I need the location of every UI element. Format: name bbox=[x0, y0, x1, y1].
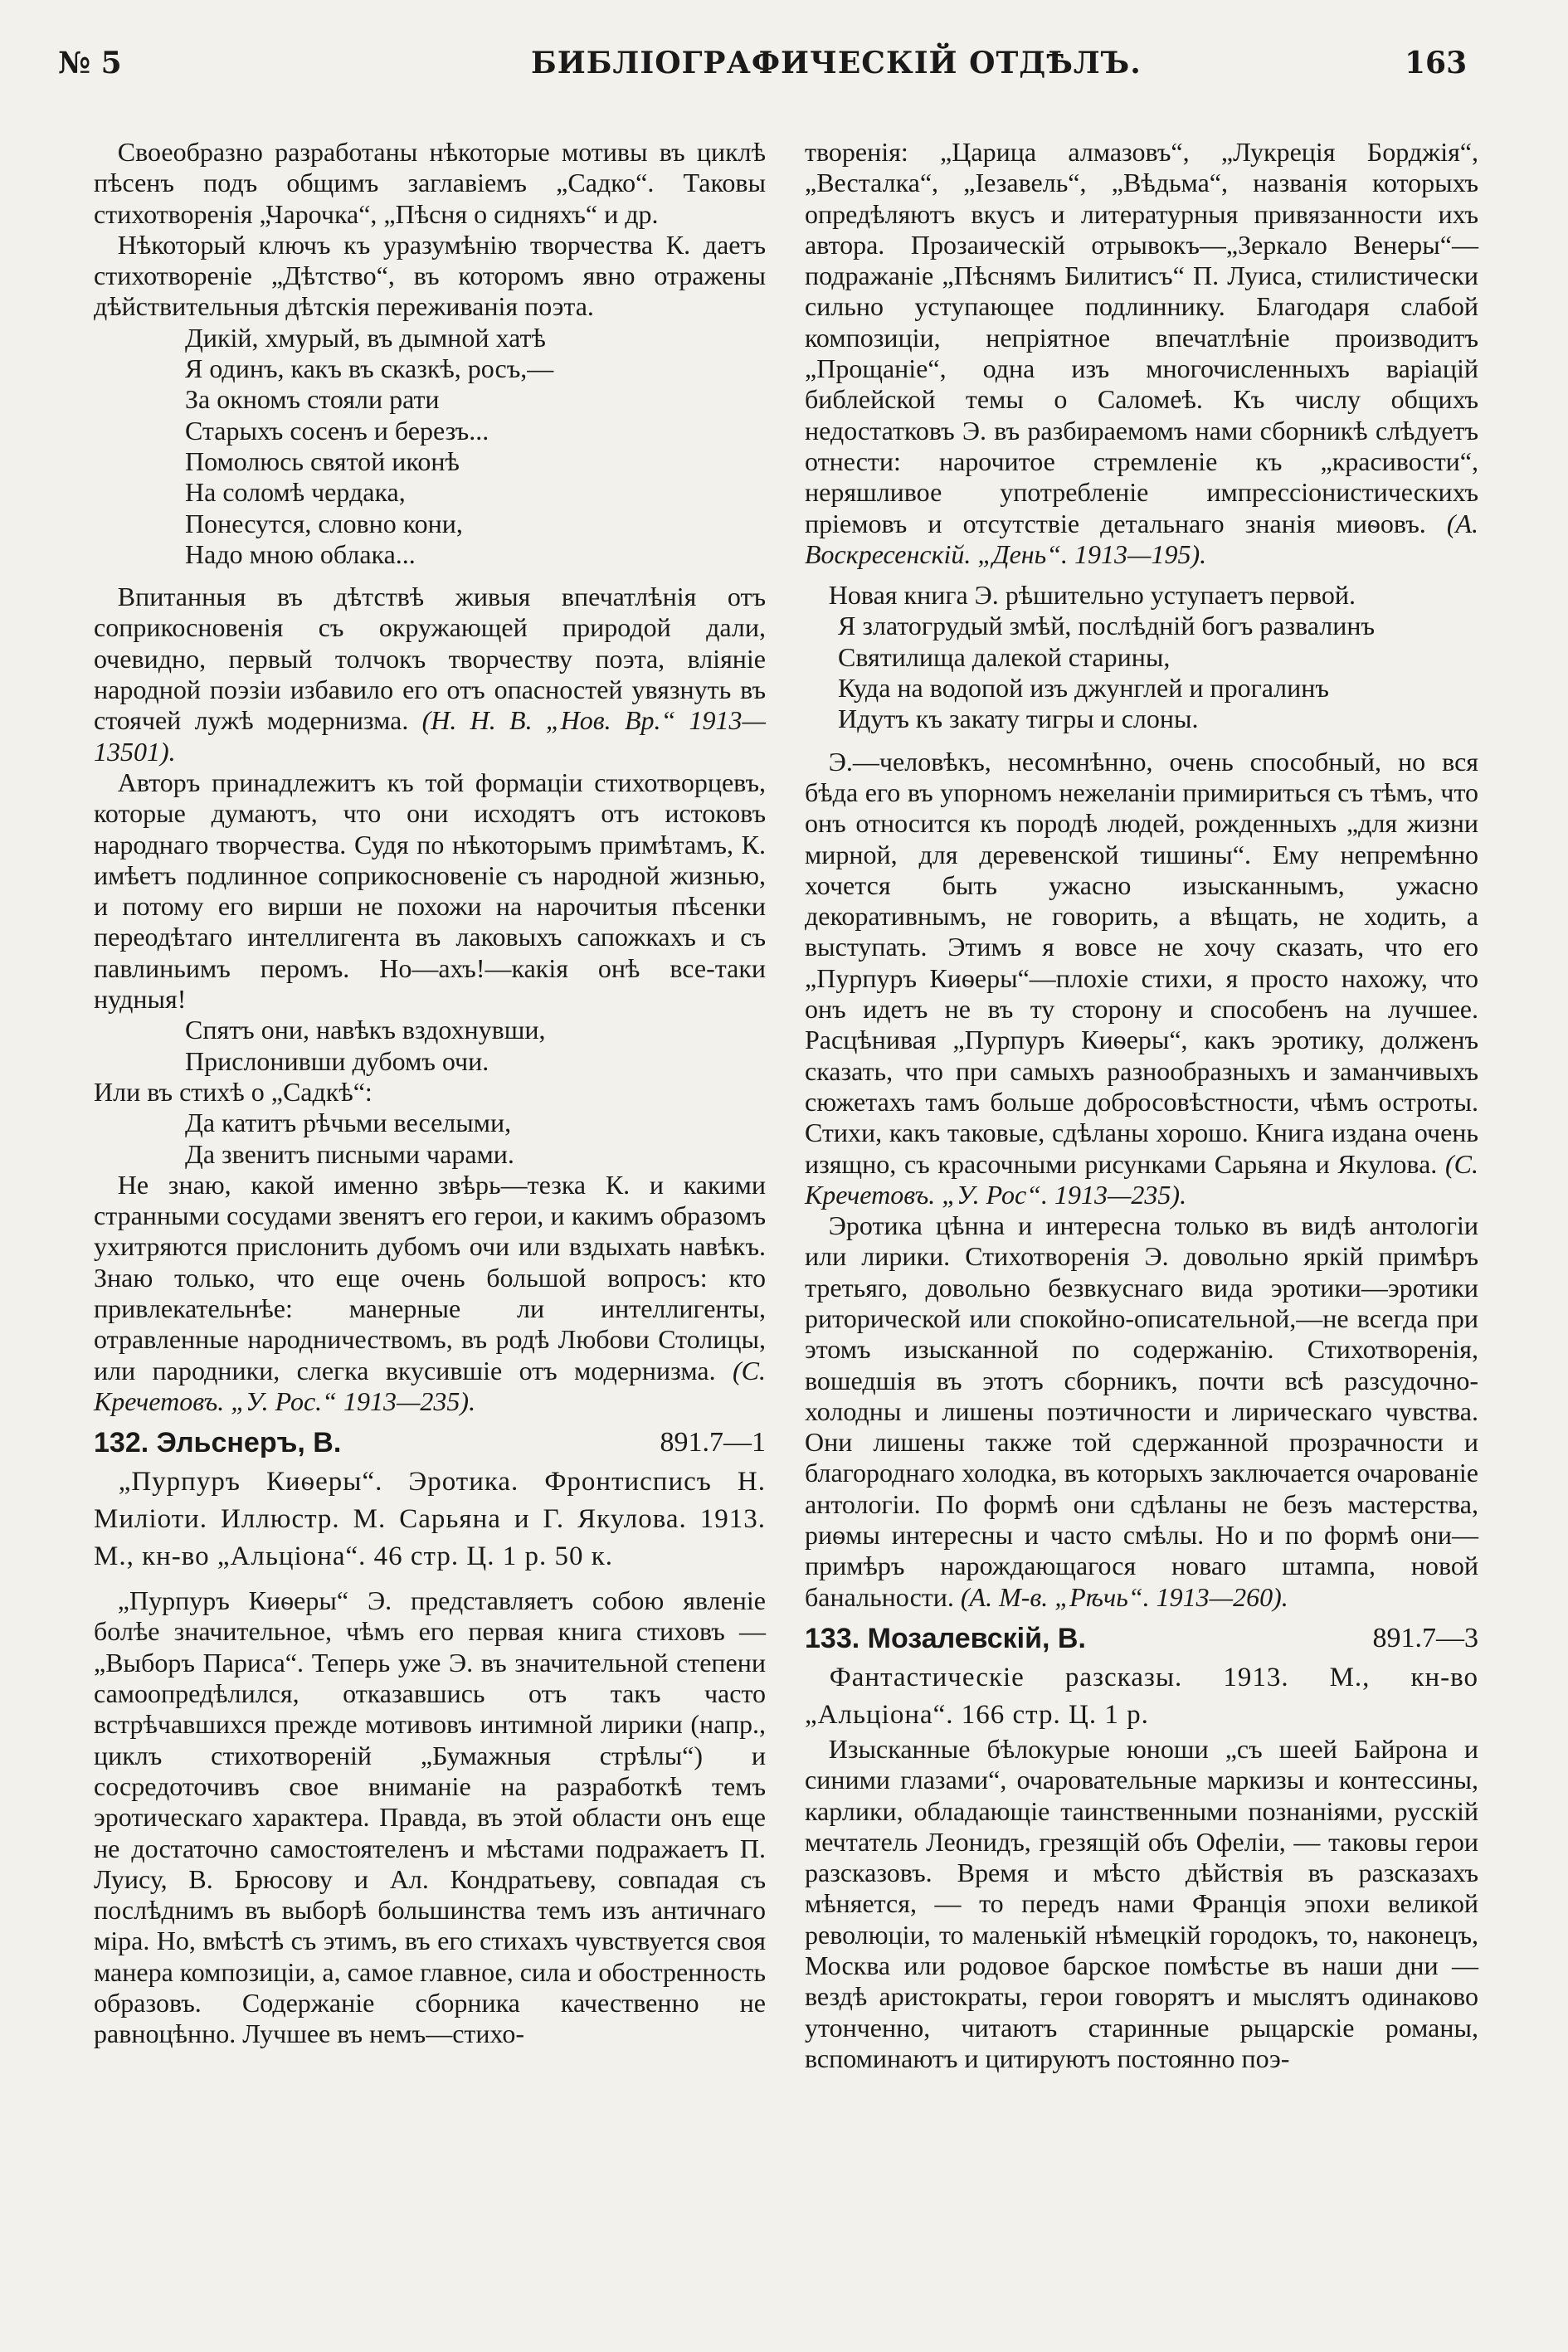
paragraph: Своеобразно разработаны нѣкоторые мотивы въ циклѣ пѣсенъ подъ общимъ заглавіемъ „Садко“. Таковы стихотворенія „Чарочка“, „Пѣсня о сидняхъ“ и др. bbox=[94, 137, 766, 229]
paragraph bbox=[805, 137, 1478, 570]
poem-line: Надо мною облака... bbox=[185, 538, 416, 569]
paragraph-text: творенія: „Царица алмазовъ“, „Лукреція Борджія“, „Весталка“, „Іезавель“, „Вѣдьма“, названія которыхъ опредѣляютъ вкусъ и литературныя привязанности ихъ автора. Прозаическій отрывокъ—„Зеркало Венеры“—подражаніе „Пѣснямъ Билитисъ“ П. Луиса, стилистически сильно уступающее подлиннику. Благодаря слабой композиціи, непріятное впечатлѣніе производитъ „Прощаніе“, одна изъ многочисленныхъ варіацій библейской темы о Саломеѣ. Къ числу общихъ недостатковъ Э. въ разбираемомъ нами сборникѣ слѣдуетъ отнести: нарочитое стремленіе къ „красивости“, неряшливое употребленіе импрессіонистическихъ пріемовъ и отсутствіе детальнаго знанія миѳовъ. bbox=[805, 137, 1478, 538]
paragraph: Или въ стихѣ о „Садкѣ“: bbox=[94, 1076, 373, 1107]
page-header bbox=[0, 0, 1568, 83]
poem-line: Спятъ они, навѣкъ вздохнувши, bbox=[185, 1015, 546, 1045]
entry-title: 132. Эльснеръ, В. bbox=[94, 1427, 342, 1459]
source-citation: (С. Кречетовъ. „У. Рос.“ 1913—235). bbox=[94, 1355, 766, 1416]
bibliography-entry-heading bbox=[94, 1425, 766, 1460]
left-column bbox=[94, 137, 766, 2050]
classification-code: 891.7—1 bbox=[660, 1427, 766, 1458]
source-citation: (Н. Н. В. „Нов. Вр.“ 1913—13501). bbox=[94, 705, 767, 767]
bibliographic-description: Фантастическіе разсказы. 1913. М., кн-во „Альціона“. 166 стр. Ц. 1 р. bbox=[805, 1662, 1478, 1730]
source-citation: (А. М-в. „Рѣчь“. 1913—260). bbox=[960, 1581, 1288, 1612]
paragraph: Новая книга Э. рѣшительно уступаетъ первой. bbox=[828, 580, 1356, 611]
poem-line: За окномъ стояли рати bbox=[185, 384, 440, 415]
source-citation: (А. Воскресенскій. „День“. 1913—195). bbox=[805, 508, 1479, 569]
source-citation: (С. Кречетовъ. „У. Рос“. 1913—235). bbox=[805, 1148, 1479, 1210]
poem-line: Святилища далекой старины, bbox=[838, 641, 1171, 672]
page-number: 163 bbox=[1405, 46, 1468, 80]
paragraph bbox=[805, 1210, 1478, 1613]
classification-code: 891.7—3 bbox=[1372, 1622, 1478, 1653]
poem-line: Прислонивши дубомъ очи. bbox=[185, 1045, 489, 1076]
right-column bbox=[805, 137, 1478, 2074]
paragraph bbox=[94, 1170, 766, 1417]
poem-excerpt bbox=[185, 1015, 766, 1077]
paragraph: „Пурпуръ Киѳеры“ Э. представляетъ собою явленіе болѣе значительное, чѣмъ его первая книга стиховъ — „Выборъ Париса“. Теперь уже Э. въ значительной степени самоопредѣлился, отказавшись отъ такъ часто встрѣчавшихся прежде мотивовъ интимной лирики (напр., циклъ стихотвореній „Бумажныя стрѣлы“) и сосредоточивъ свое вниманіе на разработкѣ темъ эротическаго характера. Правда, въ этой области онъ еще не достаточно самостоятеленъ и мѣстами подражаетъ П. Луису, В. Брюсову и Ал. Кондратьеву, совпадая съ послѣднимъ въ выборѣ большинства темъ изъ античнаго міра. Но, вмѣстѣ съ этимъ, въ его стихахъ чувствуется своя манера композиціи, а, самое главное, сила и обостренность образовъ. Содержаніе сборника качественно не равноцѣнно. Лучшее въ немъ—стихо- bbox=[94, 1585, 767, 2049]
poem-line: Дикій, хмурый, въ дымной хатѣ bbox=[185, 322, 546, 353]
poem-excerpt bbox=[185, 323, 766, 570]
paragraph: Нѣкоторый ключъ къ уразумѣнію творчества К. даетъ стихотвореніе „Дѣтство“, въ которомъ явно отражены дѣйствительныя дѣтскія переживанія поэта. bbox=[94, 229, 766, 322]
poem-line: На соломѣ чердака, bbox=[185, 477, 406, 508]
section-title: БИБЛІОГРАФИЧЕСКІЙ ОТДѢЛЪ. bbox=[531, 46, 1142, 80]
paragraph-text: Впитанныя въ дѣтствѣ живыя впечатлѣнія отъ соприкосновенія съ окружающей природой дали, очевидно, первый толчокъ творчеству поэта, вліяніе народной поэзіи избавило его отъ опасностей увязнуть въ стоячей лужѣ модернизма. bbox=[94, 582, 766, 736]
paragraph-text: Эротика цѣнна и интересна только въ видѣ антологіи или лирики. Стихотворенія Э. довольно яркій примѣръ третьяго, довольно безвкуснаго вида эротики—эротики риторической или спокойно-описательной,—не всегда при этомъ изысканной по содержанію. Стихотворенія, вошедшія въ этотъ сборникъ, почти всѣ разсудочно-холодны и лишены поэтичности и лирическаго чувства. Они лишены также той сдержанной прозрачности и благороднаго холодка, въ которыхъ заключается очарованіе антологіи. По формѣ они сдѣланы не безъ мастерства, риѳмы интересны и часто смѣлы. Но и по формѣ они—примѣръ нарождающагося новаго штампа, новой банальности. bbox=[805, 1210, 1478, 1612]
poem-line: Понесутся, словно кони, bbox=[185, 508, 463, 538]
poem-excerpt bbox=[185, 1108, 766, 1170]
poem-excerpt bbox=[838, 611, 1478, 734]
paragraph: Авторъ принадлежитъ къ той формаціи стихотворцевъ, которые думаютъ, что они исходятъ отъ истоковъ народнаго творчества. Судя по нѣкоторымъ примѣтамъ, К. имѣетъ подлинное соприкосновеніе съ народной жизнью, и потому его вирши не похожи на нарочитыя пѣсенки переодѣтаго интеллигента въ лаковыхъ сапожкахъ и съ павлиньимъ перомъ. Но—ахъ!—какія онѣ все-таки нудныя! bbox=[94, 767, 766, 1015]
bibliographic-description: „Пурпуръ Киѳеры“. Эротика. Фронтисписъ Н. Миліоти. Иллюстр. М. Сарьяна и Г. Якулова. 1913. М., кн-во „Альціона“. 46 стр. Ц. 1 р. 50 к. bbox=[94, 1467, 766, 1572]
bibliography-entry-heading bbox=[805, 1621, 1478, 1656]
poem-line: Я одинъ, какъ въ сказкѣ, росъ,— bbox=[185, 353, 554, 384]
poem-line: Куда на водопой изъ джунглей и прогалинъ bbox=[838, 673, 1329, 704]
poem-line: Старыхъ сосенъ и березъ... bbox=[185, 415, 489, 446]
paragraph-text: Не знаю, какой именно звѣрь—тезка К. и какими странными сосудами звенятъ его герои, и какимъ образомъ ухитряются прислонить дубомъ очи или вздыхать навѣкъ. Знаю только, что еще очень большой вопросъ: кто привлекательнѣе: манерные ли интеллигенты, отравленные народничествомъ, въ родѣ Любови Столицы, или пародники, слегка вкусившіе отъ модернизма. bbox=[94, 1169, 766, 1385]
paragraph: Изысканные бѣлокурые юноши „съ шеей Байрона и синими глазами“, очаровательные маркизы и контессины, карлики, обладающіе таинственными познаніями, русскій мечтатель Леонидъ, грезящій объ Офеліи, — таковы герои разсказовъ. Время и мѣсто дѣйствія въ разсказахъ мѣняется, — то передъ нами Франція эпохи великой революціи, то маленькій нѣмецкій городокъ, то, наконецъ, Москва или родовое барское помѣстье въ наши дни — вездѣ аристократы, герои говорятъ и мыслятъ одинаково утонченно, читаютъ старинные рыцарскіе романы, вспоминаютъ и цитируютъ постоянно поэ- bbox=[805, 1733, 1478, 2073]
paragraph bbox=[94, 582, 766, 767]
paragraph bbox=[805, 747, 1478, 1210]
paragraph-text: Э.—человѣкъ, несомнѣнно, очень способный, но вся бѣда его въ упорномъ нежеланіи примириться съ тѣмъ, что онъ относится къ породѣ людей, рожденныхъ „для жизни мирной, для деревенской тишины“. Ему непремѣнно хочется быть ужасно изысканнымъ, ужасно декоративнымъ, не говорить, а вѣщать, не ходить, а выступать. Этимъ я вовсе не хочу сказать, что его „Пурпуръ Киѳеры“—плохіе стихи, я просто нахожу, что онъ идетъ не въ ту сторону и способенъ на лучшее. Расцѣнивая „Пурпуръ Киѳеры“, какъ эротику, долженъ сказать, что при самыхъ разнообразныхъ и заманчивыхъ сюжетахъ тамъ больше добросовѣстности, чѣмъ остроты. Стихи, какъ таковые, сдѣланы хорошо. Книга издана очень изящно, съ красочными рисунками Сарьяна и Якулова. bbox=[805, 746, 1478, 1179]
issue-number: № 5 bbox=[58, 46, 122, 80]
entry-title: 133. Мозалевскій, В. bbox=[805, 1622, 1086, 1654]
poem-line: Да катитъ рѣчьми веселыми, bbox=[185, 1108, 512, 1138]
poem-line: Идутъ къ закату тигры и слоны. bbox=[838, 704, 1199, 734]
poem-line: Я златогрудый змѣй, послѣдній богъ развалинъ bbox=[838, 611, 1376, 641]
poem-line: Да звенитъ писными чарами. bbox=[185, 1138, 514, 1169]
poem-line: Помолюсь святой иконѣ bbox=[185, 446, 460, 476]
